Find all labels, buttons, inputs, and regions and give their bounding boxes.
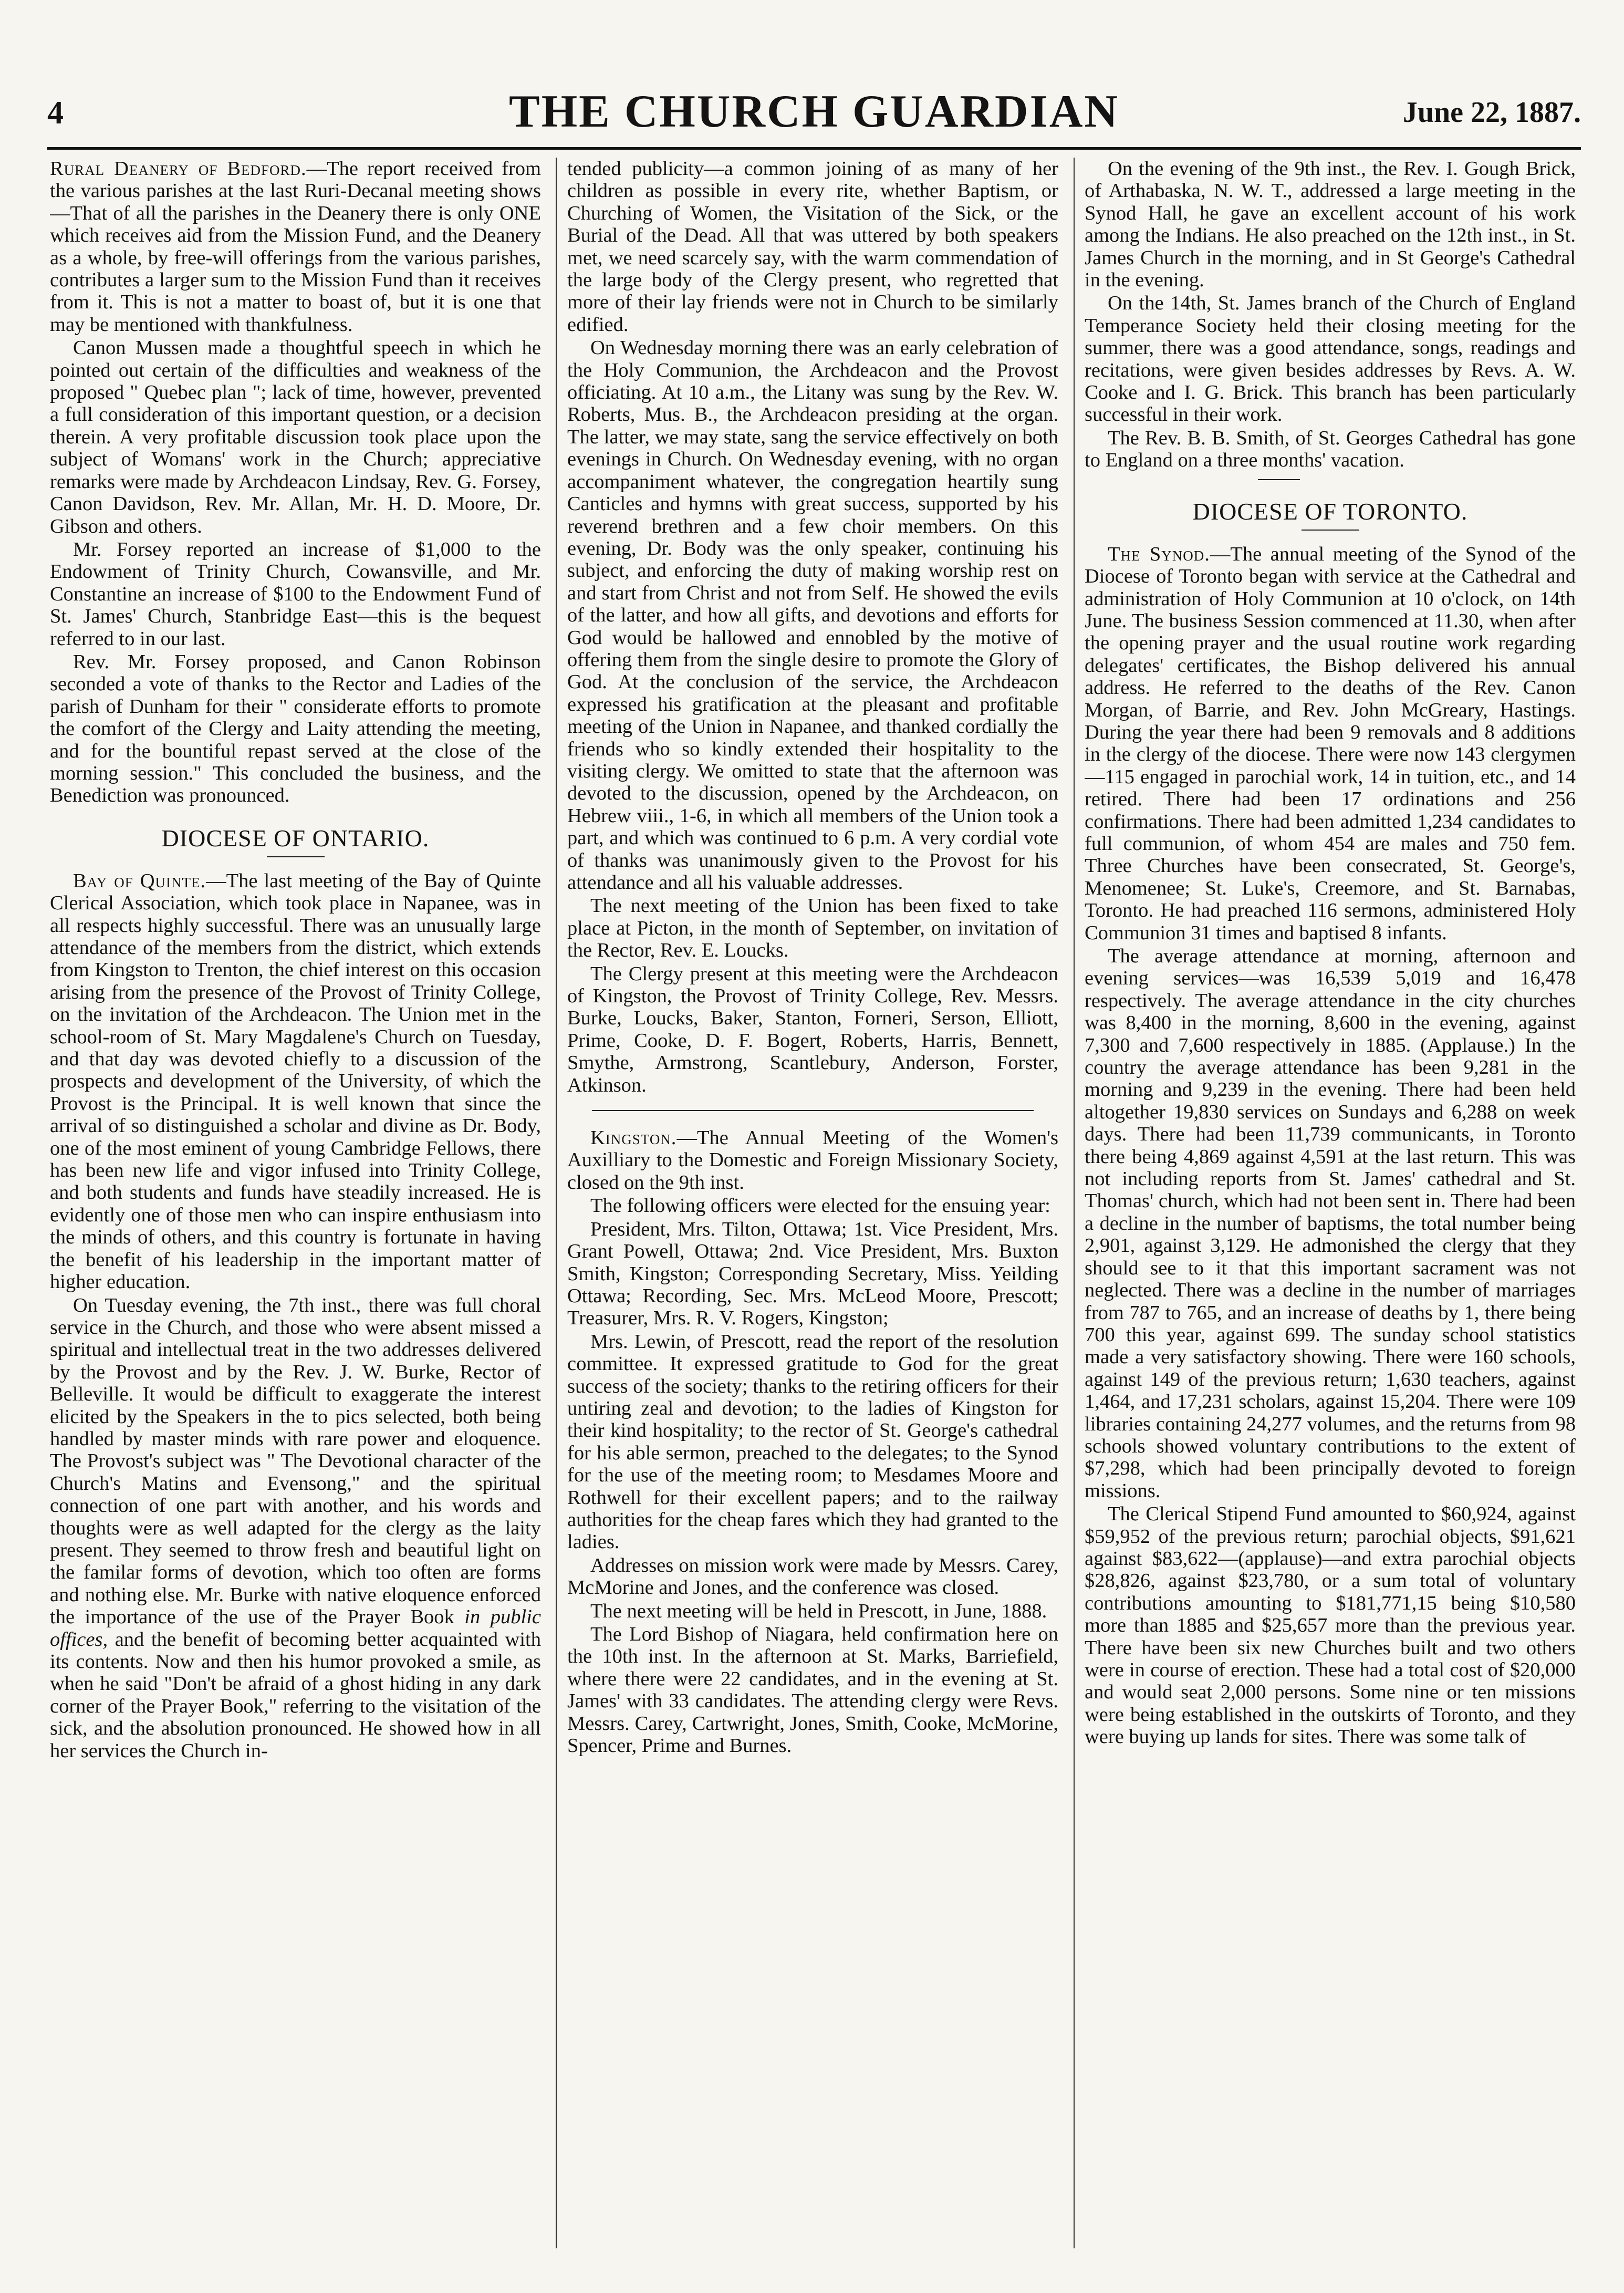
heading-rule [1302, 530, 1359, 531]
section-lead-quinte: Bay of Quinte. [73, 869, 206, 892]
article-paragraph: On the evening of the 9th inst., the Rev. I. Gough Brick, of Arthabaska, N. W. T., addressed a large meeting in the Synod Hall, he gave an excellent account of his work among the Indians. He also preached on the 12th inst., in St. James Church in the morning, and in St George's Cathedral in the evening. [1085, 158, 1576, 292]
article-paragraph: On the 14th, St. James branch of the Church of England Temperance Society held their closing meeting for the summer, there was a good attendance, songs, readings and recitations, were given besides addresses by Revs. A. W. Cooke and I. G. Brick. This branch has been particularly successful in their work. [1085, 292, 1576, 426]
heading-rule [267, 856, 325, 857]
article-paragraph: Mr. Forsey reported an increase of $1,000 to the Endowment of Trinity Church, Cowansville, and Mr. Constantine an increase of $100 to the Endowment Fund of St. James' Church, Stanbridge East—this is the bequest referred to in our last. [50, 538, 541, 650]
section-separator [1258, 479, 1300, 480]
paragraph-text: and the benefit of becoming better acquainted with its contents. Now and then his humor provoked a smile, as when he said "Don't be afraid of a ghost hiding in any dark corner of the Prayer Book," referring to the visitation of the sick, and the absolution pronounced. He showed how in all her services the Church in- [50, 1628, 541, 1762]
article-paragraph: The following officers were elected for the ensuing year: [590, 1195, 1050, 1217]
article-paragraph [567, 1127, 1058, 1194]
article-paragraph: On Wednesday morning there was an early celebration of the Holy Communion, the Archdeacon and the Provost officiating. At 10 a.m., the Litany was sung by the Rev. W. Roberts, Mus. B., the Archdeacon presiding at the organ. The latter, we may state, sang the service effectively on both evenings in Church. On Wednesday evening, with no organ accompaniment whatever, the congregation heartily sung Canticles and hymns with great success, supported by his reverend brethren and a few choir members. On this evening, Dr. Body was the only speaker, continuing his subject, and enforcing the duty of making worship rest on and start from Christ and not from Self. He showed the evils of the latter, and how all gifts, and devotions and efforts for God would be hallowed and ennobled by the motive of offering them from the single desire to promote the Glory of God. At the conclusion of the service, the Archdeacon expressed his gratification at the pleasant and profitable meeting of the Union in Napanee, and thanked cordially the friends who so kindly extended their hospitality to the visiting clergy. We omitted to state that the afternoon was devoted to the discussion, opened by the Archdeacon, on Hebrew viii., 1-6, in which all members of the Union took a part, and which was continued to 6 p.m. A very cordial vote of thanks was unanimously given to the Provost for his attendance and all his valuable addresses. [567, 337, 1058, 894]
column-1 [50, 158, 541, 2259]
newspaper-title: THE CHURCH GUARDIAN [509, 86, 1119, 137]
article-paragraph: President, Mrs. Tilton, Ottawa; 1st. Vice President, Mrs. Grant Powell, Ottawa; 2nd. Vice President, Mrs. Buxton Smith, Kingston; Corresponding Secretary, Miss. Yeilding Ottawa; Recording, Sec. Mrs. McLeod Moore, Prescott; Treasurer, Mrs. R. V. Rogers, Kingston; [567, 1218, 1058, 1330]
section-lead-kingston: Kingston. [590, 1127, 677, 1149]
article-paragraph: The next meeting of the Union has been fixed to take place at Picton, in the month of September, on invitation of the Rector, Rev. E. Loucks. [567, 895, 1058, 962]
article-paragraph: tended publicity—a common joining of as many of her children as possible in every rite, whether Baptism, or Churching of Women, the Visitation of the Sick, or the Burial of the Dead. All that was uttered by both speakers met, we need scarcely say, with the warm commendation of the large body of the Clergy present, who regretted that more of their lay friends were not in Church to be similarly edified. [567, 158, 1058, 336]
section-heading-toronto: DIOCESE OF TORONTO. [1192, 497, 1468, 525]
article-paragraph: The Lord Bishop of Niagara, held confirmation here on the 10th inst. In the afternoon at St. Marks, Barriefield, where there were 22 candidates, and in the evening at St. James' with 33 candidates. The attending clergy were Revs. Messrs. Carey, Cartwright, Jones, Smith, Cooke, McMorine, Spencer, Prime and Burnes. [567, 1623, 1058, 1757]
article-paragraph: Canon Mussen made a thoughtful speech in which he pointed out certain of the difficulties and weakness of the proposed " Quebec plan "; lack of time, however, prevented a full consideration of this important question, or a decision therein. A very profitable discussion took place upon the subject of Womans' work in the Church; appreciative remarks were made by Archdeacon Lindsay, Rev. G. Forsey, Canon Davidson, Rev. Mr. Allan, Mr. H. D. Moore, Dr. Gibson and others. [50, 337, 541, 537]
article-paragraph: The next meeting will be held in Prescott, in June, 1888. [590, 1600, 1047, 1622]
article-paragraph [50, 1294, 541, 1762]
column-2 [567, 158, 1058, 2259]
article-paragraph: The Clerical Stipend Fund amounted to $60,924, against $59,952 of the previous return; parochial objects, $91,621 against $83,622—(applause)—and extra parochial objects $28,826, against $23,780, or a sum total of voluntary contributions amounting to $181,771,15 being $10,580 more than 1885 and $25,657 more than the previous year. There have been six new Churches built and two others were in course of erection. These had a total cost of $20,000 and would seat 2,000 persons. Some nine or ten missions were being established in the outskirts of Toronto, and they were buying up lands for sites. There was some talk of [1085, 1503, 1576, 1748]
column-3 [1085, 158, 1576, 2259]
masthead [47, 79, 1581, 150]
article-paragraph [1085, 543, 1576, 944]
section-separator [592, 1110, 1034, 1111]
article-paragraph: The Clergy present at this meeting were the Archdeacon of Kingston, the Provost of Trinity College, Rev. Messrs. Burke, Loucks, Baker, Stanton, Forneri, Serson, Elliott, Prime, Cooke, D. F. Bogert, Roberts, Harris, Bennett, Smythe, Armstrong, Scantlebury, Anderson, Forster, Atkinson. [567, 962, 1058, 1096]
article-paragraph [50, 158, 541, 336]
paragraph-text: —The last meeting of the Bay of Quinte Clerical Association, which took place in Napanee, was in all respects highly successful. There was an unusually large attendance of the members from the district, which extends from Kingston to Trenton, the chief interest on this occasion arising from the presence of the Provost of Trinity College, on the invitation of the Archdeacon. The Union met in the school-room of St. Mary Magdalene's Church on Tuesday, and that day was devoted chiefly to a discussion of the prospects and development of the University, of which the Provost is the Principal. It is well known that since the arrival of so distinguished a scholar and divine as Dr. Body, one of the most eminent of young Cambridge Fellows, there has been new life and vigor infused into Trinity College, and both students and funds have steadily increased. He is evidently one of those men who can inspire enthusiasm into the minds of others, and this country is fortunate in having the benefit of his leadership in the important matter of higher education. [50, 869, 541, 1293]
paragraph-text: On Tuesday evening, the 7th inst., there was full choral service in the Church, and those who were absent missed a spiritual and intellectual treat in the two addresses delivered by the Provost and by the Rev. J. W. Burke, Rector of Belleville. It would be difficult to exaggerate the interest elicited by the Speakers in the to pics selected, both being handled by master minds with rare power and eloquence. The Provost's subject was " The Devotional character of the Church's Matins and Evensong," and the spiritual connection of one part with another, and his words and thoughts were as well adapted for the clergy as the laity present. They seemed to throw fresh and beautiful light on the familar forms of devotion, which too often are forms and nothing else. Mr. Burke with native eloquence enforced the importance of the use of the Prayer Book [50, 1294, 541, 1628]
article-paragraph: The average attendance at morning, afternoon and evening services—was 16,539 5,019 and 16,478 respectively. The average attendance in the city churches was 8,400 in the morning, 8,600 in the evening, against 7,300 and 7,600 respectively in 1885. (Applause.) In the country the average attendance has been 9,281 in the morning and 9,239 in the evening. There had been held altogether 19,830 services on Sundays and 6,288 on week days. There had been 11,739 communicants, in Toronto there being 4,869 against 4,591 at the last return. This was not including reports from St. James' cathedral and St. Thomas' church, which had not been sent in. There had been a decline in the number of baptisms, the total number being 2,901, against 3,129. He admonished the clergy that they should see to it that this important sacrament was not neglected. There was a decline in the number of marriages from 787 to 765, and an increase of deaths by 1, there being 700 this year, against 699. The sunday school statistics made a very satisfactory showing. There were 160 schools, against 149 of the previous return; 1,630 teachers, against 1,464, and 17,231 scholars, against 15,204. There were 109 libraries containing 24,277 volumes, and the returns from 98 schools showed voluntary contributions to the extent of $7,298, which had been principally devoted to foreign missions. [1085, 945, 1576, 1502]
emphasis-text: in public offices, [50, 1606, 541, 1651]
article-paragraph [50, 870, 541, 1293]
article-paragraph: Mrs. Lewin, of Prescott, read the report of the resolution committee. It expressed gratitude to God for the great success of the society; thanks to the retiring officers for their untiring zeal and devotion; to the ladies of Kingston for their kind hospitality; to the rector of St. George's cathedral for his able sermon, preached to the delegates; to the Synod for the use of the meeting room; to Mesdames Moore and Rothwell for their excellent papers; and to the railway authorities for the cheap fares which they had granted to the ladies. [567, 1330, 1058, 1553]
article-paragraph: Addresses on mission work were made by Messrs. Carey, McMorine and Jones, and the conference was closed. [567, 1554, 1058, 1599]
paragraph-text: —The annual meeting of the Synod of the Diocese of Toronto began with service at the Cathedral and administration of Holy Communion at 10 o'clock, on 14th June. The business Session commenced at 11.30, when after the opening prayer and the usual routine work regarding delegates' certificates, the Bishop delivered his annual address. He referred to the deaths of the Rev. Canon Morgan, of Barrie, and Rev. John McGreary, Hastings. During the year there had been 9 removals and 8 additions in the clergy of the diocese. There were now 143 clergymen—115 engaged in parochial work, 14 in tuition, etc., and 14 retired. There had been 17 ordinations and 256 confirmations. There had been admitted 1,234 candidates to full communion, of whom 454 are males and 750 fem. Three Churches have been consecrated, St. George's, Menomenee; St. Luke's, Creemore, and St. Barnabas, Toronto. He had preached 116 sermons, administered Holy Communion 31 times and baptised 8 infants. [1085, 543, 1576, 944]
section-lead-bedford: Rural Deanery of Bedford. [50, 158, 307, 180]
page-number: 4 [47, 95, 64, 131]
section-heading-ontario: DIOCESE OF ONTARIO. [161, 824, 430, 852]
article-paragraph: Rev. Mr. Forsey proposed, and Canon Robinson seconded a vote of thanks to the Rector and Ladies of the parish of Dunham for their " considerate efforts to promote the comfort of the Clergy and Laity attending the meeting, and for the bountiful repast served at the close of the morning session." This concluded the business, and the Benediction was pronounced. [50, 650, 541, 807]
issue-date: June 22, 1887. [1402, 96, 1581, 129]
paragraph-text: —The report received from the various parishes at the last Ruri-Decanal meeting shows —That of all the parishes in the Deanery there is only ONE which receives aid from the Mission Fund, and the Deanery as a whole, by free-will offerings from the various parishes, contributes a larger sum to the Mission Fund than it receives from it. This is not a matter to boast of, but it is one that may be mentioned with thankfulness. [50, 158, 541, 336]
column-rule-2 [1074, 158, 1075, 2248]
column-rule-1 [556, 158, 557, 2248]
section-lead-synod: The Synod. [1108, 543, 1210, 565]
paragraph-text: —The Annual Meeting of the Women's Auxilliary to the Domestic and Foreign Missionary Society, closed on the 9th inst. [567, 1127, 1058, 1194]
article-paragraph: The Rev. B. B. Smith, of St. Georges Cathedral has gone to England on a three months' vacation. [1085, 427, 1576, 472]
